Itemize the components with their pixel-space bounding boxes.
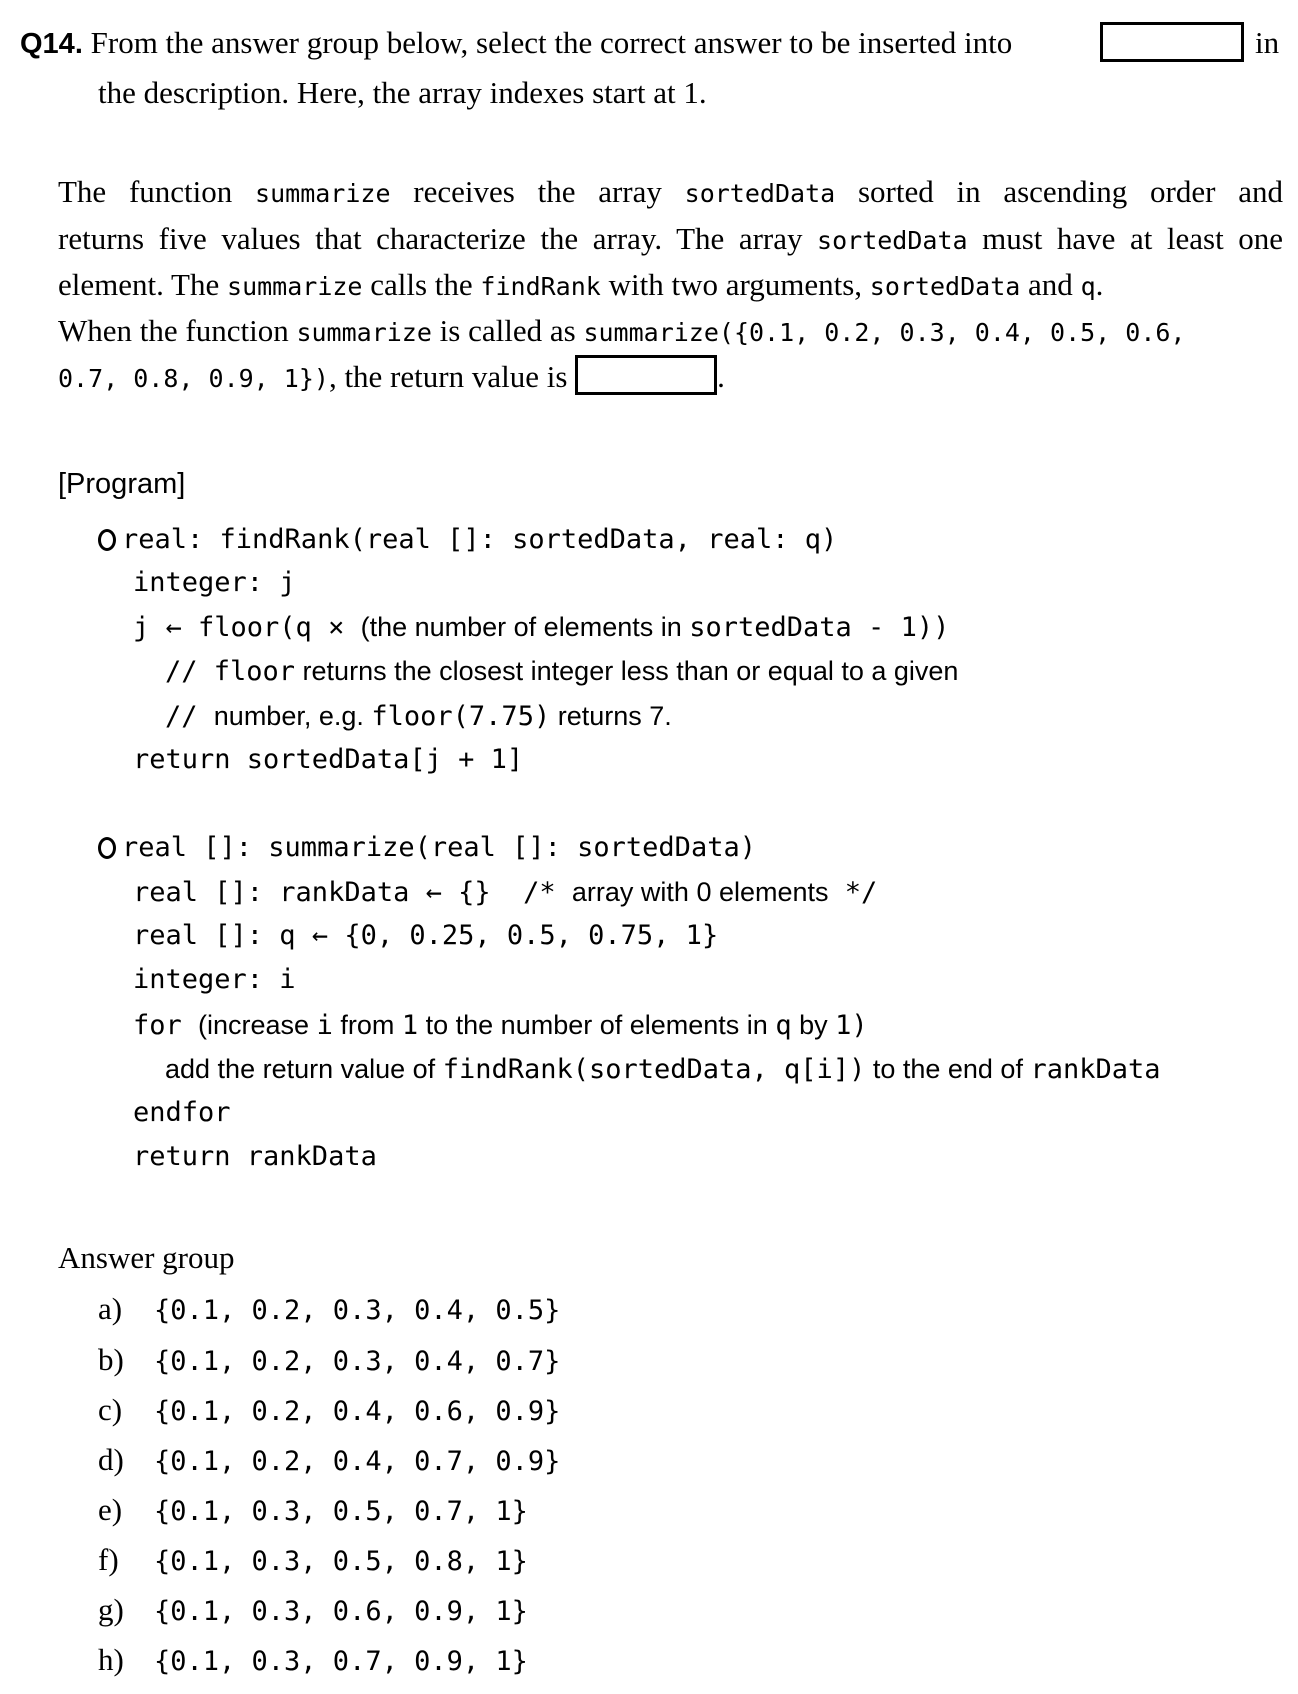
code-summarize: summarize bbox=[255, 179, 391, 208]
description-line-3 bbox=[58, 260, 1283, 312]
answer-option-b[interactable] bbox=[98, 1335, 560, 1387]
text: receives the array bbox=[390, 174, 685, 209]
option-value: {0.1, 0.2, 0.4, 0.6, 0.9} bbox=[154, 1396, 561, 1427]
code-call: summarize({0.1, 0.2, 0.3, 0.4, 0.5, 0.6, bbox=[583, 318, 1186, 347]
summarize-rankdata-decl bbox=[133, 870, 877, 915]
text: is called as bbox=[431, 313, 584, 348]
description-line-1 bbox=[58, 167, 1283, 219]
code: sortedData - 1)) bbox=[689, 612, 950, 643]
option-value: {0.1, 0.2, 0.3, 0.4, 0.7} bbox=[154, 1346, 561, 1377]
summarize-endfor: endfor bbox=[133, 1097, 231, 1128]
code: */ bbox=[828, 877, 878, 908]
text: When the function bbox=[58, 313, 297, 348]
answer-option-c[interactable] bbox=[98, 1385, 560, 1437]
question-instruction: From the answer group below, select the correct answer to be inserted into bbox=[90, 25, 1013, 60]
answer-blank bbox=[575, 355, 717, 395]
option-value: {0.1, 0.3, 0.7, 0.9, 1} bbox=[154, 1646, 528, 1677]
summarize-add bbox=[165, 1047, 1161, 1092]
code-q: q bbox=[1080, 272, 1096, 301]
answer-group-title: Answer group bbox=[58, 1240, 235, 1275]
code-sortedData: sortedData bbox=[869, 272, 1021, 301]
code: real []: summarize(real []: sortedData) bbox=[122, 832, 756, 863]
code: q bbox=[775, 1010, 792, 1041]
findRank-return: return sortedData[j + 1] bbox=[133, 744, 524, 775]
text: The function bbox=[58, 174, 256, 209]
text: . bbox=[1095, 267, 1104, 302]
option-value: {0.1, 0.3, 0.5, 0.8, 1} bbox=[154, 1546, 528, 1577]
answer-option-h[interactable] bbox=[98, 1635, 528, 1687]
code-summarize: summarize bbox=[296, 318, 432, 347]
answer-option-d[interactable] bbox=[98, 1435, 560, 1487]
description-line-4 bbox=[58, 306, 1283, 358]
option-label: h) bbox=[98, 1642, 124, 1677]
code-summarize: summarize bbox=[227, 272, 363, 301]
option-value: {0.1, 0.2, 0.3, 0.4, 0.5} bbox=[154, 1295, 561, 1326]
question-instruction-in: in bbox=[1255, 25, 1280, 60]
text: returns 7. bbox=[550, 701, 672, 731]
description-line-5 bbox=[58, 352, 1283, 404]
code: 1 bbox=[401, 1010, 419, 1041]
text: (the number of elements in bbox=[360, 612, 690, 642]
summarize-q-decl: real []: q ← {0, 0.25, 0.5, 0.75, 1} bbox=[133, 920, 719, 951]
code: j ← floor(q × bbox=[133, 612, 361, 643]
findRank-comment-2 bbox=[165, 694, 672, 739]
text: with two arguments, bbox=[600, 267, 870, 302]
text: (increase bbox=[198, 1010, 317, 1040]
findRank-assign bbox=[133, 605, 949, 650]
option-label: d) bbox=[98, 1442, 124, 1477]
answer-option-e[interactable] bbox=[98, 1485, 528, 1537]
summarize-for bbox=[133, 1003, 868, 1048]
circle-bullet-icon bbox=[98, 837, 116, 859]
option-label: c) bbox=[98, 1392, 123, 1427]
option-value: {0.1, 0.3, 0.6, 0.9, 1} bbox=[154, 1596, 528, 1627]
answer-blank-legend bbox=[1100, 22, 1244, 62]
code: findRank(sortedData, q[i]) bbox=[442, 1054, 866, 1085]
findRank-decl: integer: j bbox=[133, 567, 296, 598]
code: for bbox=[133, 1010, 199, 1041]
code-sortedData: sortedData bbox=[684, 179, 836, 208]
answer-option-g[interactable] bbox=[98, 1585, 528, 1637]
code: // floor bbox=[165, 656, 296, 687]
code: rankData bbox=[1030, 1054, 1161, 1085]
text: calls the bbox=[362, 267, 481, 302]
option-label: f) bbox=[98, 1542, 119, 1577]
code-sortedData: sortedData bbox=[817, 226, 968, 255]
text: returns five values that characterize the array. The array bbox=[58, 221, 818, 256]
text: from bbox=[332, 1010, 402, 1040]
text: must have at least one bbox=[967, 221, 1283, 256]
code-findRank: findRank bbox=[480, 272, 601, 301]
option-label: a) bbox=[98, 1291, 123, 1326]
text: by bbox=[791, 1010, 836, 1040]
question-instruction-line2: the description. Here, the array indexes start at 1. bbox=[98, 75, 707, 110]
text: and bbox=[1020, 267, 1081, 302]
option-label: g) bbox=[98, 1592, 124, 1627]
code-call-end: 0.7, 0.8, 0.9, 1}) bbox=[58, 364, 329, 393]
text: add the return value of bbox=[165, 1054, 443, 1084]
text: , the return value is bbox=[328, 359, 576, 394]
findRank-signature bbox=[98, 518, 837, 562]
text: element. The bbox=[58, 267, 228, 302]
description-line-2 bbox=[58, 214, 1283, 266]
code: real []: rankData ← {} /* bbox=[133, 877, 572, 908]
summarize-return: return rankData bbox=[133, 1141, 377, 1172]
code: floor(7.75) bbox=[371, 701, 551, 732]
code: real: findRank(real []: sortedData, real: q) bbox=[122, 524, 838, 555]
text: . bbox=[717, 359, 725, 394]
option-label: e) bbox=[98, 1492, 123, 1527]
summarize-signature bbox=[98, 826, 756, 870]
question-number: Q14. bbox=[20, 28, 83, 60]
option-value: {0.1, 0.3, 0.5, 0.7, 1} bbox=[154, 1496, 528, 1527]
text: to the end of bbox=[865, 1054, 1031, 1084]
option-label: b) bbox=[98, 1342, 124, 1377]
answer-option-f[interactable] bbox=[98, 1535, 528, 1587]
code: i bbox=[316, 1010, 333, 1041]
option-value: {0.1, 0.2, 0.4, 0.7, 0.9} bbox=[154, 1446, 561, 1477]
text: array with 0 elements bbox=[571, 877, 829, 907]
program-label: [Program] bbox=[58, 468, 186, 500]
answer-option-a[interactable] bbox=[98, 1284, 560, 1336]
text: sorted in ascending order and bbox=[835, 174, 1283, 209]
findRank-comment-1 bbox=[165, 649, 958, 694]
text: returns the closest integer less than or equal to a given bbox=[295, 656, 959, 686]
text: to the number of elements in bbox=[418, 1010, 776, 1040]
code: // bbox=[165, 701, 214, 732]
circle-bullet-icon bbox=[98, 529, 116, 551]
text: number, e.g. bbox=[213, 701, 372, 731]
summarize-i-decl: integer: i bbox=[133, 964, 296, 995]
code: 1) bbox=[835, 1010, 868, 1041]
